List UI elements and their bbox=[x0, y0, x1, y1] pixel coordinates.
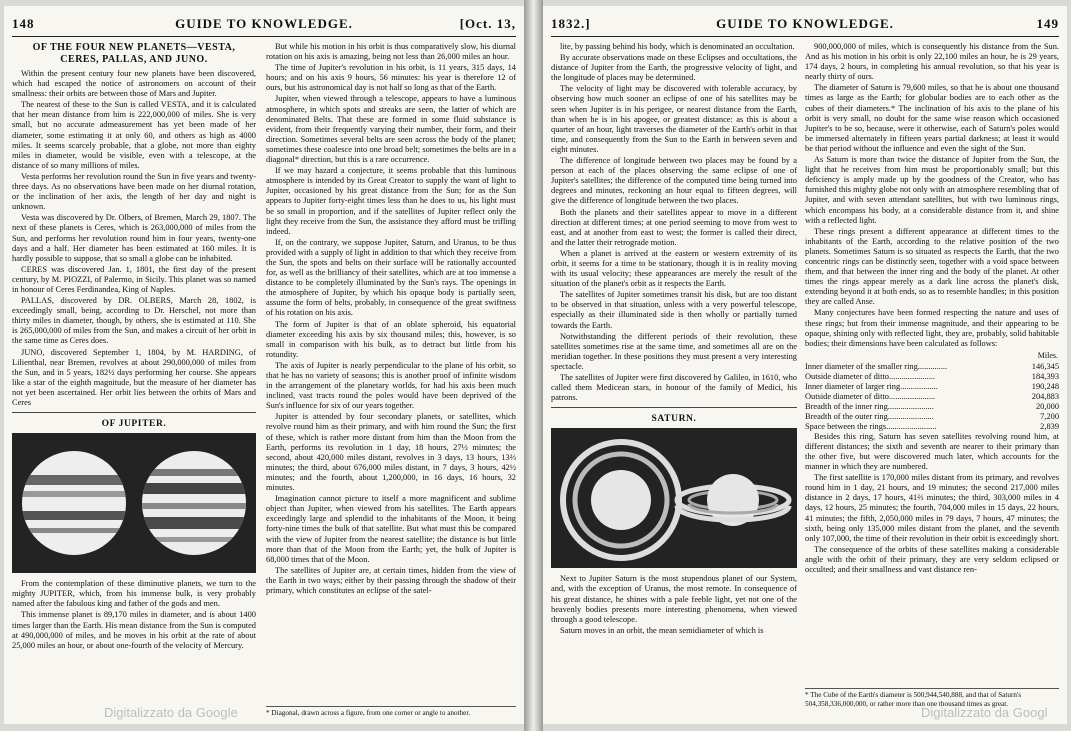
paragraph: Next to Jupiter Saturn is the most stupendous planet of our System, and, with the exception of Uranus, the most remote. In consequence of his great distance, he shines with a pale feeble light, yet not one of the heavenly bodies presents more interesting phenomena, when viewed through a good telescope. bbox=[551, 574, 797, 624]
right-page bbox=[543, 6, 1067, 724]
paragraph: The satellites of Jupiter sometimes transit his disk, but are too distant to be observed in that situation, unless with a very powerful telescope, especially as their illuminated side is then wholly or partially turned towards the Earth. bbox=[551, 290, 797, 330]
paragraph: But while his motion in his orbit is thus comparatively slow, his diurnal rotation on his axis is amazing, being not less than 26,000 miles an hour. bbox=[266, 42, 516, 62]
paragraph: As Saturn is more than twice the distance of Jupiter from the Sun, the light that he receives from him must be proportionably small; but this deficiency is amply made up by the goodness of the Creator, who has furnished this mighty globe not only with an atmosphere resembling that of Jupiter, and with seven attendant satellites, but with two luminous rings, which encompass his body, at a considerable distance from it, and shine with a reflected light. bbox=[805, 155, 1059, 225]
left-page-number: 148 bbox=[12, 16, 35, 31]
table-row bbox=[805, 372, 1059, 382]
paragraph: Imagination cannot picture to itself a more magnificent and sublime object than Jupiter, when viewed from his satellites. The Earth appears exceedingly large and splendid to the inhabitants of the Moon, it being forty-nine times the bulk of that satellite. But what must this be compared with the view of Jupiter from the nearest satellite; the distance is but little more than that of the Moon from the Earth; yet, the bulk of Jupiter is 68,000 times that of the Moon. bbox=[266, 494, 516, 564]
paragraph: Jupiter is attended by four secondary planets, or satellites, which revolve round him as their primary, and with him round the Sun; the first of these, which is rather more distant from him than the Moon from the Earth, performs its revolution in 1 day, 18 hours, 27½ minutes; the second, about 420,000 miles distant, revolves in 3 days, 13 hours, 13⅔ minutes; the third, about 676,000 miles distant, in 7 days, 3 hours, 42½ minutes; and the fourth, about 1,200,000, in 16 days, 16 hours, 32 minutes. bbox=[266, 412, 516, 493]
left-col1-after-plate bbox=[12, 579, 256, 651]
paragraph: PALLAS, discovered by DR. OLBERS, March 28, 1802, is exceedingly small, being, according to Dr. Herschel, not more than thirty miles in diameter, though, by others, she is estimated at 110. She is 265,000,000 of miles from the Sun, and makes a circuit of her orbit in the same time as Ceres does. bbox=[12, 296, 256, 346]
row-label: Outside diameter of ditto...................... bbox=[805, 391, 936, 401]
row-label: Breadth of the inner ring...................... bbox=[805, 401, 934, 411]
paragraph: Both the planets and their satellites appear to move in a different direction at different times; at one period seeming to move from west to east, and at another from east to west; the former is called their direct, and the latter their retrograde motion. bbox=[551, 207, 797, 247]
paragraph: Many conjectures have been formed respecting the nature and uses of these rings; but from their immense magnitude, and their appearing to be opaque, shining only with reflected light, they are, probably, solid habitable bodies; their dimensions have been calculated as follows: bbox=[805, 308, 1059, 348]
table-row bbox=[805, 422, 1059, 432]
table-head-miles: Miles. bbox=[1037, 350, 1058, 360]
paragraph: The satellites of Jupiter are, at certain times, hidden from the view of the Earth in two ways; either by their passing through the shadow of their primary, which constitutes an eclipse of the satel- bbox=[266, 565, 516, 595]
row-value: 204,883 bbox=[1031, 391, 1059, 401]
paragraph: The nearest of these to the Sun is called VESTA, and it is calculated that her mean distance from him is 222,000,000 of miles. She is very small, but no accurate admeasurement has yet been made of her diameter, some estimating it at only 60, and others as high as 4000 miles. It seems scarcely probable, that a globe, not more than eighty miles in diameter, would be visible, even with a telescope, at the distance of so many millions of miles. bbox=[12, 100, 256, 170]
paragraph: By accurate observations made on these Eclipses and occultations, the distance of Jupiter from the Earth, the progressive velocity of light, and the longitude of places may be determined. bbox=[551, 53, 797, 83]
left-running-title: GUIDE TO KNOWLEDGE. bbox=[175, 16, 353, 31]
row-label: Outside diameter of ditto...................... bbox=[805, 371, 936, 381]
paragraph: The first satellite is 170,000 miles distant from its primary, and revolves round him in 1 day, 21 hours, and 19 minutes; the second 217,000 miles distance in 2 days, 17 hours, 41⅔ minutes; the third, 303,000 miles in 4 days, 12 hours, 25 minutes; the fourth, 704,000 miles in 15 days, 22 hours, 41 minutes; the fifth, 2,050,000 miles in 79 days, 7 hours, 47 minutes; the sixth, being only 135,000 miles distant from the planet, and the seventh only 107,000, the time of their revolution in their orbit is exceedingly short. bbox=[805, 473, 1059, 543]
right-watermark: Digitalizzato da Googl bbox=[921, 705, 1048, 720]
planets-heading: OF THE FOUR NEW PLANETS—VESTA, CERES, PALLAS, AND JUNO. bbox=[32, 42, 236, 65]
right-page-number: 149 bbox=[1036, 16, 1059, 31]
paragraph: The form of Jupiter is that of an oblate spheroid, his equatorial diameter exceeding his axis by six thousand miles; this, however, is so small in comparison with his bulk, as to detract but little from his rotundity. bbox=[266, 319, 516, 359]
divider bbox=[12, 412, 256, 413]
table-row bbox=[805, 382, 1059, 392]
row-value: 20,000 bbox=[1035, 401, 1059, 411]
right-column-1 bbox=[551, 42, 797, 722]
row-label: Inner diameter of the smaller ring.............. bbox=[805, 361, 948, 371]
paragraph: Jupiter, when viewed through a telescope, appears to have a luminous atmosphere, in which spots and streaks are seen, the latter of which are denominated Belts. That these are formed in some fluid substance is evident, from their frequently varying their number, their form, and their direction. Sometimes several belts are seen across the body of the planet; sometimes these coalesce into one broad belt; sometimes the belts are in a diagonal* direction, but this is a rare occurrence. bbox=[266, 94, 516, 165]
right-running-title: GUIDE TO KNOWLEDGE. bbox=[716, 16, 894, 31]
right-date: 1832.] bbox=[551, 16, 591, 31]
paragraph: When a planet is arrived at the eastern or western extremity of its orbit, it seems for a time to be stationary, though it is in reality moving with its usual velocity; these appearances are merely the result of the situation of the planet's orbit as it respects the Earth. bbox=[551, 248, 797, 289]
right-column-2 bbox=[805, 42, 1059, 682]
row-label: Breadth of the outer ring...................... bbox=[805, 411, 934, 421]
table-row bbox=[805, 402, 1059, 412]
right-running-head bbox=[551, 16, 1059, 37]
paragraph: Saturn moves in an orbit, the mean semidiameter of which is bbox=[560, 625, 764, 635]
saturn-heading: SATURN. bbox=[651, 414, 697, 425]
paragraph: Besides this ring, Saturn has seven satellites revolving round him, at different distances; the sixth and seventh are nearer to their primary than the other five, but were discovered much later, which accounts for the manner in which they are numbered. bbox=[805, 431, 1059, 472]
jupiter-heading: OF JUPITER. bbox=[101, 419, 167, 430]
paragraph: 900,000,000 of miles, which is consequently his distance from the Sun. And as his motion in his orbit is only 22,100 miles an hour, he is 29 years, 174 days, 2 hours, in completing his annual revolution, so that his year is nearly thirty of ours. bbox=[805, 42, 1059, 82]
table-row bbox=[805, 392, 1059, 402]
book-gutter bbox=[524, 0, 543, 731]
paragraph: These rings present a different appearance at different times to the inhabitants of the Earth, according to the relative position of the two planets. Sometimes Saturn is so situated as respects the Earth, that the two concentric rings can be distinctly seen, together with a void space between them, and that between the inner ring and the body of the planet. At other times the rings appear merely as a dark line across the planet's disk, extending beyond it at both ends, so as to resemble handles; in this position they are called Anse. bbox=[805, 226, 1059, 307]
saturn-plate bbox=[551, 428, 797, 568]
paragraph: The axis of Jupiter is nearly perpendicular to the plane of his orbit, so that he has no variety of seasons; this is another proof of infinite wisdom in the arrangement of the planetary worlds, for had his axis been much inclined, vast tracts round the poles would have been deprived of the Sun's influence for six of our years together. bbox=[266, 360, 516, 411]
row-label: Inner diameter of larger ring.................. bbox=[805, 381, 938, 391]
ring-dimensions-table bbox=[805, 350, 1059, 432]
paragraph: Vesta performs her revolution round the Sun in five years and twenty-three days. As no observations have been made on her diurnal rotation, or the inclination of her axis, the length of her day and night is unknown. bbox=[12, 171, 256, 212]
paragraph: The consequence of the orbits of these satellites making a considerable angle with the orbit of their primary, they are very seldom eclipsed or occulted; and their smallness and vast distance ren- bbox=[805, 544, 1059, 575]
jupiter-illustration bbox=[12, 433, 256, 573]
paragraph: If we may hazard a conjecture, it seems probable that this luminous atmosphere is intended by its Great Creator to supply the want of light to Jupiter, occasioned by his great distance from the Sun; for as the Sun appears to Jupiter forty-eight times less than he does to us, his light must be so small in proportion, and if the satellites of Jupiter reflect only the light they receive from the Sun, the assistance they afford must be trifling indeed. bbox=[266, 166, 516, 236]
table-row bbox=[805, 362, 1059, 372]
paragraph: The time of Jupiter's revolution in his orbit, is 11 years, 315 days, 14 hours; and on his axis 9 hours, 56 minutes: his year is therefore 12 of ours, but his astronomical day is not half so long as that of the Earth. bbox=[266, 63, 516, 93]
divider bbox=[551, 407, 797, 408]
right-col2-text bbox=[805, 42, 1059, 349]
paragraph: Notwithstanding the different periods of their revolution, these satellites sometimes rise at the same time, and sometimes all are on the meridian together. In these positions they must present a very interesting spectacle. bbox=[551, 331, 797, 371]
paragraph: From the contemplation of these diminutive planets, we turn to the mighty JUPITER, which, from his immense bulk, is very probably named after the fabulous king and father of the gods and men. bbox=[12, 579, 256, 609]
paragraph: Within the present century four new planets have been discovered, which had escaped the notice of astronomers on account of their smallness: their orbits are between those of Mars and Jupiter. bbox=[12, 69, 256, 99]
saturn-illustration bbox=[551, 428, 797, 568]
paragraph: The velocity of light may be discovered with tolerable accuracy, by observing how much sooner an eclipse of one of his satellites may be seen when Jupiter is in his perigee, or nearest distance from the Earth, than when he is in his apogee, or greatest distance: as this is about a quarter of an hour, light traverses the diameter of the Earth's orbit in that time, and consequently from the Sun to the Earth in between seven and eight minutes. bbox=[551, 84, 797, 154]
row-label: Space between the rings........................ bbox=[805, 421, 937, 431]
left-footnote: * Diagonal, drawn across a figure, from one corner or angle to another. bbox=[266, 706, 516, 718]
row-value: 146,345 bbox=[1031, 361, 1059, 371]
paragraph: JUNO, discovered September 1, 1804, by M. HARDING, of Lilienthal, near Bremen, revolves at about 290,000,000 of miles from the Sun, and in 5 years, 182½ days performing her course. She appears like a star of the eighth magnitude, but the measure of her diameter has not yet been ascertained. Her orbit lies between the orbits of Mars and Ceres bbox=[12, 347, 256, 407]
paragraph: The difference of longitude between two places may be found by a person at each of the places observing the same eclipse of one of Jupiter's satellites; the difference of the computed time being turned into degrees and minutes, reckoning an hour equal to fifteen degrees, will give the difference of longitude between the two places. bbox=[551, 156, 797, 206]
left-running-head bbox=[12, 16, 516, 37]
paragraph: This immense planet is 89,170 miles in diameter, and is about 1400 times larger than the Earth. His mean distance from the Sun is computed at 490,000,000 of miles, and he moves in his orbit at the rate of about 25,000 miles an hour, or about one-fourth of the velocity of Mercury. bbox=[12, 610, 256, 650]
left-col1-text bbox=[12, 69, 256, 408]
row-value: 184,393 bbox=[1031, 371, 1059, 381]
paragraph: CERES was discovered Jan. 1, 1801, the first day of the present century, by M. PIOZZI, of Palermo, in Sicily. This planet was so named in honour of Ceres Ferdinandea, King of Naples. bbox=[12, 264, 256, 294]
left-page bbox=[4, 6, 524, 724]
paragraph: The satellites of Jupiter were first discovered by Galileo, in 1610, who called them Medicean stars, in honour of the family of Medici, his patrons. bbox=[551, 373, 797, 403]
right-col1-text bbox=[551, 42, 797, 403]
left-date: [Oct. 13, bbox=[459, 16, 516, 31]
jupiter-plate bbox=[12, 433, 256, 573]
paragraph: Vesta was discovered by Dr. Olbers, of Bremen, March 29, 1807. The next of these planets is Ceres, which is 263,000,000 of miles from the Sun, and performs her revolution round him in four years, twenty-one days and a half. Her diameter has been estimated at 160 miles. It is hardly possible to suppose, that so small a globe can be inhabited. bbox=[12, 213, 256, 263]
left-column-2 bbox=[266, 42, 516, 702]
row-value: 2,839 bbox=[1040, 421, 1059, 431]
row-value: 7,200 bbox=[1040, 411, 1059, 421]
right-col1-after-plate bbox=[551, 574, 797, 636]
right-footnote: * The Cube of the Earth's diameter is 500,944,540,888, and that of Saturn's 504,358,336,000,000, or rather more than one thousand times as great. bbox=[805, 688, 1059, 708]
table-row bbox=[805, 412, 1059, 422]
paragraph: lite, by passing behind his body, which is denominated an occultation. bbox=[560, 42, 795, 51]
left-watermark: Digitalizzato da Google bbox=[104, 705, 238, 720]
paragraph: If, on the contrary, we suppose Jupiter, Saturn, and Uranus, to be thus provided with a supply of light in addition to that which they receive from the Sun, the spots and belts on their surface will be rationally accounted for, as well as the brilliancy of their satellites, which are at too immense a distance to be completely illuminated by the Sun's rays. The openings in the atmosphere of Jupiter, by which his opaque body is partially seen, assume the form of belts, probably, in consequence of the great swiftness of his rotation on his axis. bbox=[266, 237, 516, 318]
left-column-1 bbox=[12, 42, 256, 722]
paragraph: The diameter of Saturn is 79,600 miles, so that he is about one thousand times as large as the Earth; for globular bodies are to each other as the cubes of their diameters.* The inclination of his axis to the plane of his orbit is very small, no doubt for the same wise reason which occasioned Jupiter's to be so, because, were it otherwise, each of Saturn's poles would be immersed alternately in fifteen years partial darkness; at least it would be that period without the influence and even the sight of the Sun. bbox=[805, 83, 1059, 153]
right-col2-after-table bbox=[805, 432, 1059, 575]
row-value: 190,248 bbox=[1031, 381, 1059, 391]
